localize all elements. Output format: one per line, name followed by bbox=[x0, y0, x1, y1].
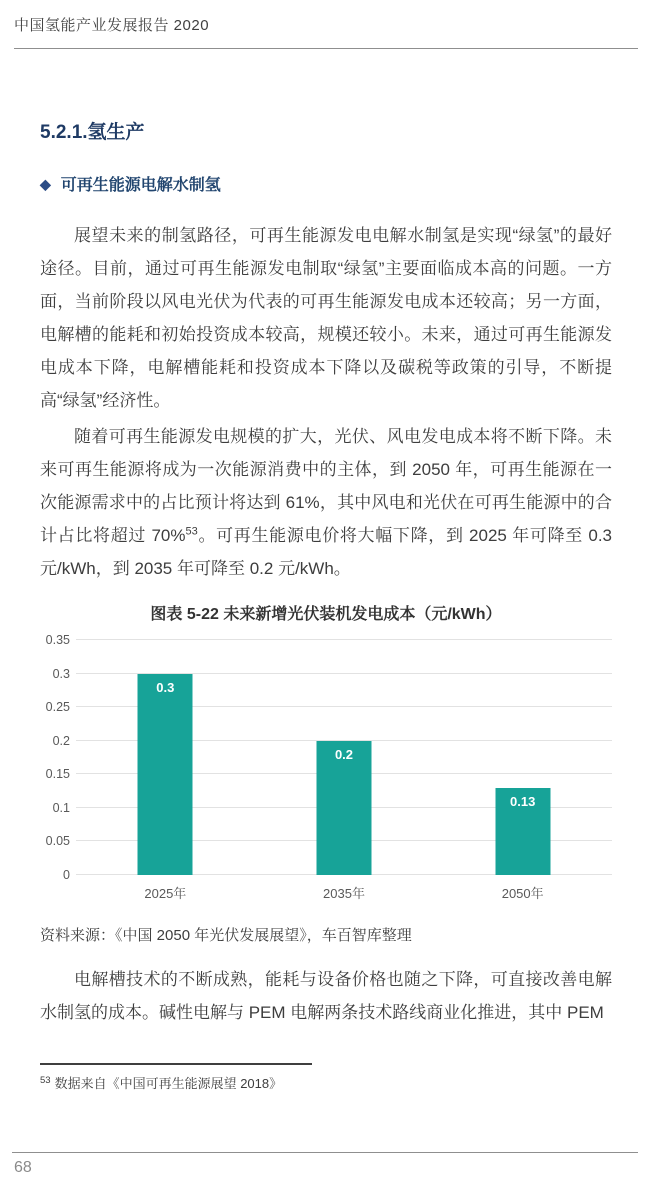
y-axis-tick-label: 0.25 bbox=[45, 700, 70, 715]
page-header bbox=[0, 0, 650, 49]
bar-value-label: 0.2 bbox=[334, 746, 354, 762]
bar-chart bbox=[40, 633, 612, 902]
y-axis-tick-label: 0.2 bbox=[52, 733, 70, 748]
section-title: 5.2.1.氢生产 bbox=[40, 122, 145, 143]
footnote-block bbox=[40, 1063, 612, 1092]
x-axis-label: 2035年 bbox=[323, 886, 365, 901]
footnote-divider bbox=[40, 1063, 312, 1065]
paragraph-2-text-cont: 。可再生能源电价将大幅下降，到 2025 年可降至 0.3 元/kWh，到 2035 年可降至 0.2 元/kWh。 bbox=[40, 526, 613, 578]
footer-divider bbox=[12, 1152, 638, 1153]
y-axis-tick-label: 0 bbox=[63, 868, 70, 882]
figure-title: 图表 5-22 未来新增光伏装机发电成本（元/kWh） bbox=[150, 606, 502, 623]
x-axis bbox=[76, 883, 612, 902]
paragraph-3: 电解槽技术的不断成熟，能耗与设备价格也随之下降，可直接改善电解水制氢的成本。碱性电解与 PEM 电解两条技术路线商业化推进，其中 PEM bbox=[40, 970, 612, 1022]
bar bbox=[138, 674, 193, 875]
page-content bbox=[0, 117, 650, 1092]
bar bbox=[317, 741, 372, 875]
y-axis-tick-label: 0.35 bbox=[45, 633, 70, 647]
chart-band bbox=[255, 640, 434, 875]
page-footer bbox=[0, 1152, 650, 1190]
y-axis-tick-label: 0.1 bbox=[52, 800, 70, 815]
x-axis-label: 2050年 bbox=[501, 886, 544, 901]
chart-band bbox=[76, 640, 255, 875]
footnote-number: 53 bbox=[40, 1074, 51, 1086]
subsection-title: 可再生能源电解水制氢 bbox=[60, 177, 221, 194]
report-title: 中国氢能产业发展报告 2020 bbox=[14, 17, 210, 34]
x-axis-label: 2025年 bbox=[144, 886, 187, 901]
y-axis-tick-label: 0.05 bbox=[45, 834, 70, 849]
paragraph-2 bbox=[40, 420, 612, 585]
page-number: 68 bbox=[14, 1159, 32, 1176]
paragraph-1: 展望未来的制氢路径，可再生能源发电电解水制氢是实现“绿氢”的最好途径。目前，通过可再生能源发电制取“绿氢”主要面临成本高的问题。一方面，当前阶段以风电光伏为代表的可再生能源发电成本还较高；另一方面，电解槽的能耗和初始投资成本较高，规模还较小。未来，通过可再生能源发电成本下降，电解槽能耗和投资成本下降以及碳税等政策的引导，不断提高“绿氢”经济性。 bbox=[40, 226, 612, 410]
y-axis bbox=[40, 633, 76, 882]
figure-source: 资料来源：《中国 2050 年光伏发展展望》，车百智库整理 bbox=[40, 927, 412, 944]
chart-area bbox=[40, 633, 612, 882]
subsection-heading bbox=[40, 172, 612, 195]
footnote-text: 数据来自《中国可再生能源展望 2018》 bbox=[54, 1076, 283, 1091]
bar-value-label: 0.13 bbox=[510, 793, 536, 809]
bar-value-label: 0.3 bbox=[156, 679, 175, 695]
bar bbox=[495, 788, 550, 875]
diamond-bullet-icon: ◆ bbox=[40, 175, 51, 192]
y-axis-tick-label: 0.15 bbox=[45, 767, 70, 782]
header-divider bbox=[14, 48, 638, 49]
chart-bands bbox=[76, 640, 612, 875]
footnote-reference: 53 bbox=[185, 525, 198, 538]
chart-plot bbox=[76, 640, 612, 875]
paragraph-2-text: 随着可再生能源发电规模的扩大，光伏、风电发电成本将不断下降。未来可再生能源将成为一次能源消费中的主体，到 2050 年，可再生能源在一次能源需求中的占比预计将达到 61%，其中风电和光伏在可再生能源中的合计占比将超过 70% bbox=[40, 427, 612, 545]
y-axis-tick-label: 0.3 bbox=[52, 666, 70, 681]
chart-band bbox=[433, 640, 612, 875]
footnote bbox=[40, 1073, 612, 1092]
